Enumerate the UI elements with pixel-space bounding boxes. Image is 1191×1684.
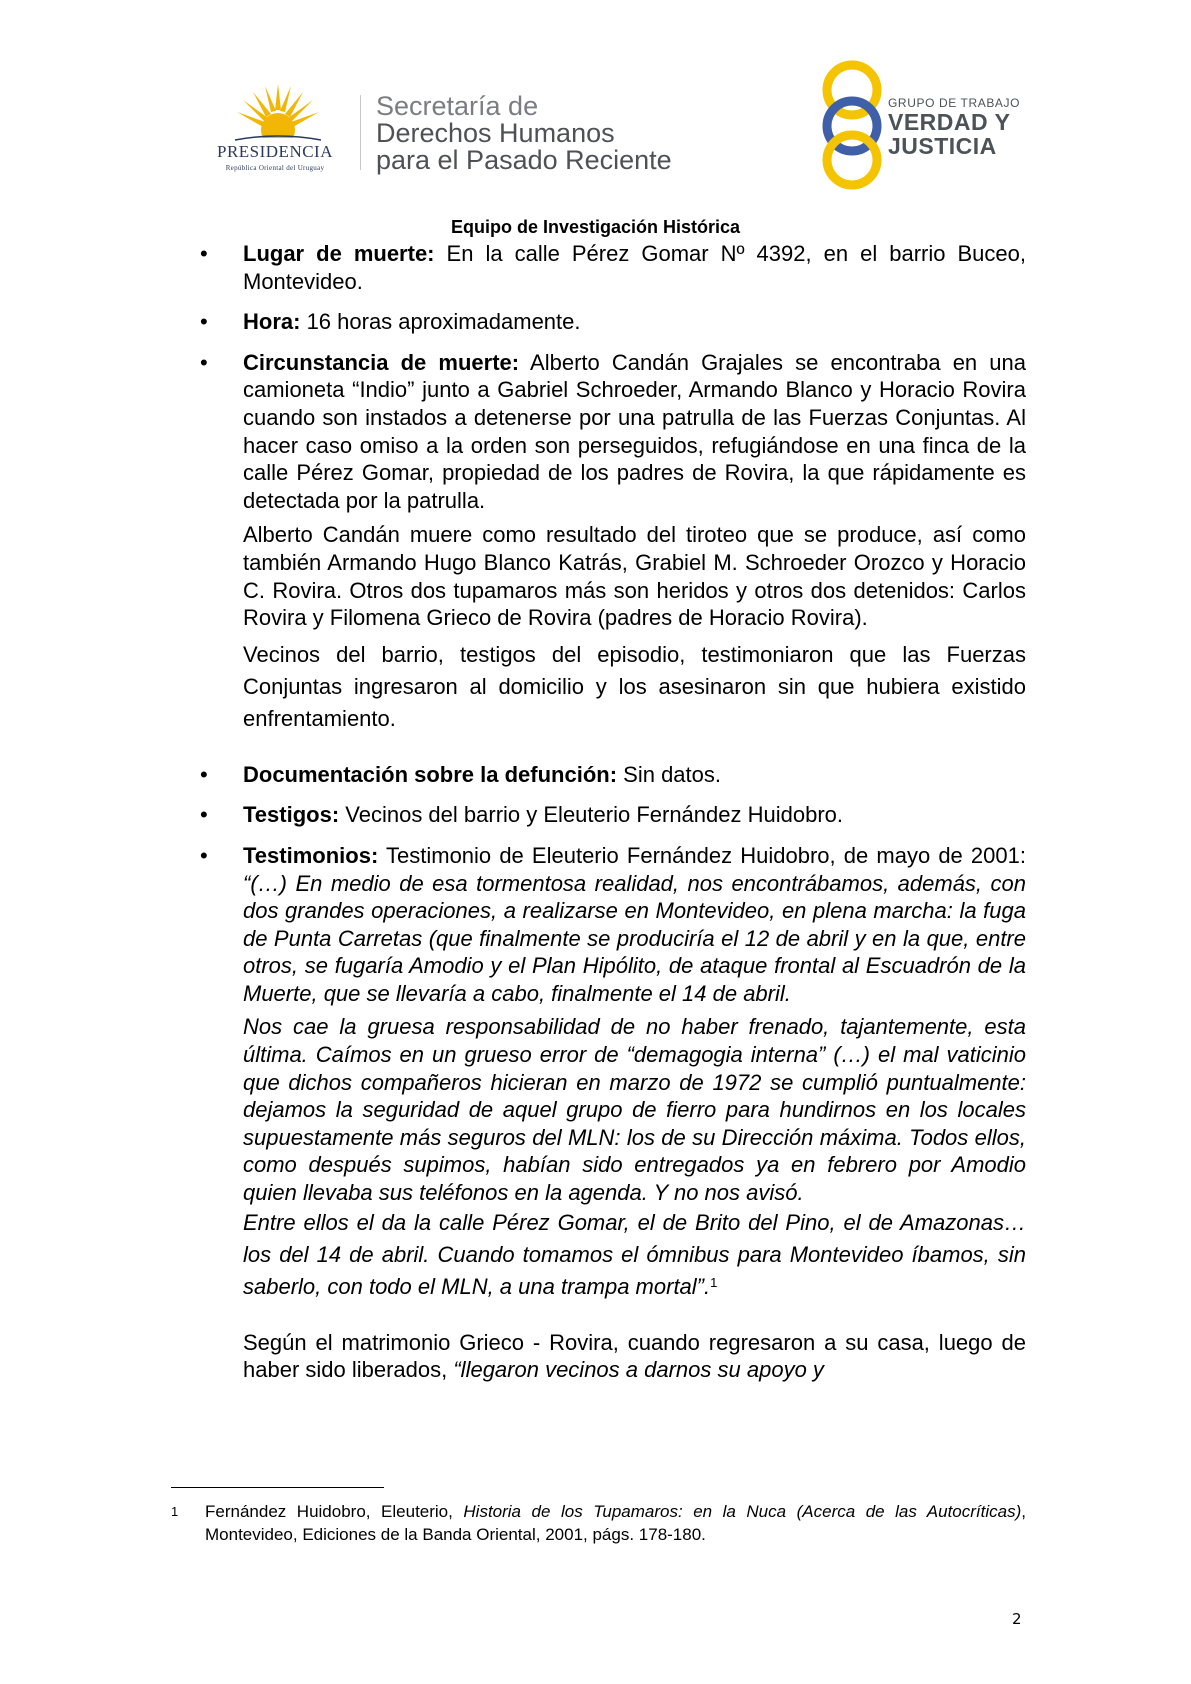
grupo-trabajo-line-1: VERDAD Y bbox=[888, 109, 1011, 135]
presidencia-subtitle: República Oriental del Uruguay bbox=[225, 164, 325, 172]
spacer bbox=[200, 1303, 1026, 1329]
list-item-hora bbox=[200, 308, 1026, 336]
presidencia-label: PRESIDENCIA bbox=[216, 142, 333, 161]
item-text: 16 horas aproximadamente. bbox=[300, 309, 581, 335]
footnote-author: Fernández Huidobro, Eleuterio, bbox=[205, 1502, 464, 1521]
quote-paragraph: Nos cae la gruesa responsabilidad de no haber frenado, tajantemente, esta última. Caímos en un grueso error de “demagogia interna” (…) el mal vaticinio que dichos compañeros hicieran en marzo de 1972 se cumplió puntualmente: dejamos la seguridad de aquel grupo de fierro para hundirnos en los locales supuestamente más seguros del MLN: los de su Dirección máxima. Todos ellos, como después supimos, habían sido entregados ya en febrero por Amodio quien llevaba sus teléfonos en la agenda. Y no nos avisó. bbox=[243, 1014, 1026, 1206]
quote-text: “(…) En medio de esa tormentosa realidad, nos encontrábamos, además, con dos grandes operaciones, a realizarse en Montevideo, en plena marcha: la fuga de Punta Carretas (que finalmente se produciría el 12 de abril y en la que, entre otros, se fugaría Amodio y el Plan Hipólito, de ataque frontal al Escuadrón de la Muerte, que se llevaría a cabo, finalmente el 14 de abril. bbox=[243, 870, 1026, 1006]
bullet: • bbox=[200, 761, 208, 787]
bullet: • bbox=[200, 349, 208, 375]
document-body bbox=[200, 240, 1026, 1391]
spacer bbox=[200, 735, 1026, 761]
footnote-reference[interactable]: 1 bbox=[710, 1274, 718, 1290]
item-text: Testimonio de Eleuterio Fernández Huidobro, de mayo de 2001: bbox=[378, 842, 1026, 868]
footnote-title: Historia de los Tupamaros: en la Nuca (Acerca de las Autocríticas) bbox=[463, 1502, 1022, 1521]
paragraph: Vecinos del barrio, testigos del episodio, testimoniaron que las Fuerzas Conjuntas ingresaron al domicilio y los asesinaron sin que hubiera existido enfrentamiento. bbox=[243, 641, 1026, 731]
list-item-circunstancia bbox=[200, 349, 1026, 515]
list-item-documentacion bbox=[200, 761, 1026, 789]
secretaria-line-1: Secretaría de bbox=[376, 91, 539, 121]
footnote-rest: , Montevideo, Ediciones de la Banda Oriental, 2001, págs. 178-180. bbox=[205, 1502, 1026, 1544]
quote-text: Entre ellos el da la calle Pérez Gomar, el de Brito del Pino, el de Amazonas… los del 14 de abril. Cuando tomamos el ómnibus para Montevideo íbamos, sin saberlo, con todo el MLN, a una trampa mortal”. bbox=[243, 1209, 1026, 1299]
bullet: • bbox=[200, 802, 208, 828]
bullet: • bbox=[200, 241, 208, 266]
page-header bbox=[0, 0, 1191, 237]
item-text: Alberto Candán Grajales se encontraba en una camioneta “Indio” junto a Gabriel Schroeder, Armando Blanco y Horacio Rovira cuando son instados a detenerse por una patrulla de las Fuerzas Conjuntas. Al hacer caso omiso a la orden son perseguidos, refugiándose en una finca de la calle Pérez Gomar, propiedad de los padres de Rovira, la que rápidamente es detectada por la patrulla. bbox=[243, 349, 1027, 513]
item-label: Hora: bbox=[243, 309, 301, 335]
list-item-testimonios bbox=[200, 842, 1026, 1008]
list-item-testigos bbox=[200, 801, 1026, 829]
secretaria-logo-text bbox=[376, 93, 672, 174]
grupo-trabajo-logo-text bbox=[888, 96, 1020, 158]
item-label: Documentación sobre la defunción: bbox=[243, 761, 618, 787]
list-item-lugar bbox=[200, 240, 1026, 295]
footnote-text bbox=[205, 1500, 1026, 1546]
grupo-trabajo-small: GRUPO DE TRABAJO bbox=[888, 96, 1021, 110]
secretaria-line-2: Derechos Humanos bbox=[376, 118, 615, 148]
item-label: Testigos: bbox=[243, 802, 340, 828]
paragraph-text: Según el matrimonio Grieco - Rovira, cuando regresaron a su casa, luego de haber sido liberados, bbox=[243, 1329, 1026, 1383]
paragraph: Alberto Candán muere como resultado del tiroteo que se produce, así como también Armando Hugo Blanco Katrás, Grabiel M. Schroeder Orozco y Horacio C. Rovira. Otros dos tupamaros más son heridos y otros dos detenidos: Carlos Rovira y Filomena Grieco de Rovira (padres de Horacio Rovira). bbox=[243, 522, 1026, 631]
item-text: Vecinos del barrio y Eleuterio Fernández Huidobro. bbox=[339, 802, 843, 828]
footnote-number: 1 bbox=[171, 1504, 179, 1519]
team-heading: Equipo de Investigación Histórica bbox=[450, 217, 741, 237]
bullet: • bbox=[200, 309, 208, 335]
sun-icon bbox=[233, 80, 323, 150]
footnote bbox=[171, 1500, 1026, 1546]
quote-text: “llegaron vecinos a darnos su apoyo y bbox=[453, 1357, 824, 1383]
bullet: • bbox=[200, 842, 208, 868]
presidencia-logo bbox=[195, 80, 355, 180]
footnote-separator bbox=[171, 1487, 384, 1488]
header-divider bbox=[360, 95, 361, 170]
item-text: Sin datos. bbox=[617, 761, 721, 787]
page-number: 2 bbox=[1012, 1610, 1022, 1628]
secretaria-line-3: para el Pasado Reciente bbox=[376, 145, 672, 175]
item-label: Circunstancia de muerte: bbox=[243, 349, 520, 375]
paragraph bbox=[200, 1329, 1026, 1384]
item-label: Testimonios: bbox=[243, 842, 379, 868]
item-text: En la calle Pérez Gomar Nº 4392, en el barrio Buceo, Montevideo. bbox=[243, 241, 1026, 294]
item-label: Lugar de muerte: bbox=[243, 241, 435, 266]
quote-paragraph bbox=[200, 1207, 1026, 1303]
grupo-trabajo-line-2: JUSTICIA bbox=[888, 133, 997, 159]
